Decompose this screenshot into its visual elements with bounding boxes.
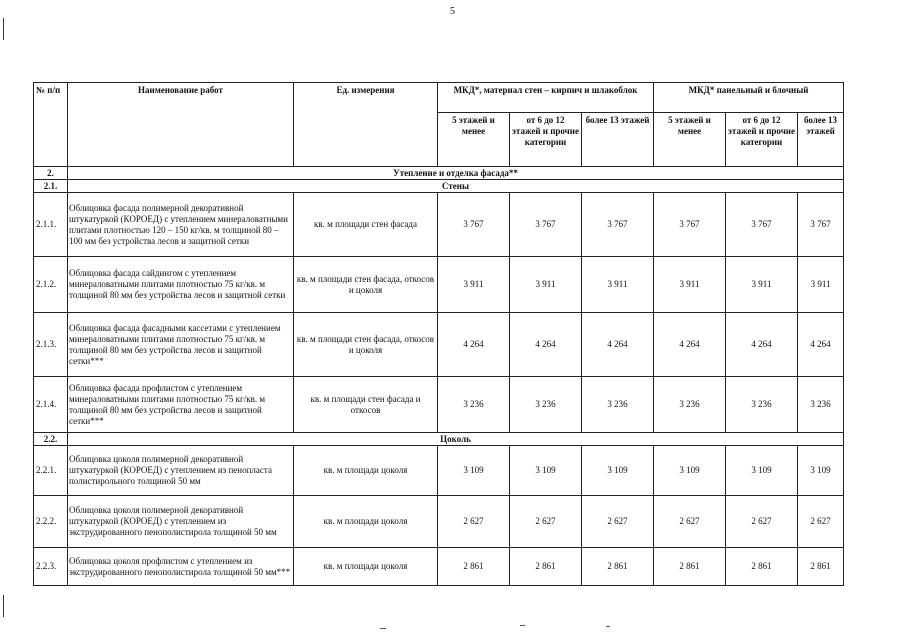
subsection-title: Цоколь	[68, 433, 844, 446]
price-value: 3 109	[510, 446, 582, 496]
price-value: 2 627	[654, 496, 726, 548]
work-name: Облицовка фасада полимерной декоративной штукатуркой (КОРОЕД) с утеплением минераловатными плитами плотностью 120 – 150 кг/кв. м толщиной 80 – 100 мм без устройства лесов и защитной сетки	[68, 193, 294, 257]
price-value: 3 911	[726, 257, 798, 313]
price-value: 3 767	[582, 193, 654, 257]
work-name: Облицовка цоколя профлистом с утеплением из экструдированного пенополистирола толщиной 50 мм***	[68, 548, 294, 586]
price-value: 3 236	[438, 377, 510, 433]
unit-of-measure: кв. м площади цоколя	[294, 548, 438, 586]
table-row	[34, 446, 844, 496]
price-value: 2 861	[726, 548, 798, 586]
price-value: 3 236	[654, 377, 726, 433]
header-num: № п/п	[34, 83, 68, 167]
price-value: 2 861	[654, 548, 726, 586]
price-value: 3 109	[582, 446, 654, 496]
subsection-code: 2.2.	[34, 433, 68, 446]
header-floors: 5 этажей и менее	[438, 113, 510, 167]
scan-speck	[606, 626, 610, 627]
price-value: 3 911	[582, 257, 654, 313]
unit-of-measure: кв. м площади стен фасада, откосов и цоколя	[294, 313, 438, 377]
page-number: 5	[450, 6, 455, 17]
price-value: 2 627	[798, 496, 844, 548]
scan-edge-mark	[3, 18, 4, 40]
header-group-brick: МКД*, материал стен – кирпич и шлакоблок	[438, 83, 654, 113]
price-value: 3 911	[438, 257, 510, 313]
header-floors: от 6 до 12 этажей и прочие категории	[510, 113, 582, 167]
header-floors: более 13 этажей	[798, 113, 844, 167]
price-value: 3 767	[438, 193, 510, 257]
header-unit: Ед. измерения	[294, 83, 438, 167]
price-value: 3 109	[726, 446, 798, 496]
rates-table	[33, 82, 844, 586]
price-value: 3 767	[798, 193, 844, 257]
work-name: Облицовка цоколя полимерной декоративной штукатуркой (КОРОЕД) с утеплением из экструдированного пенополистирола толщиной 50 мм	[68, 496, 294, 548]
work-name: Облицовка фасада сайдингом с утеплением минераловатными плитами плотностью 75 кг/кв. м толщиной 80 мм без устройства лесов и защитной сетки	[68, 257, 294, 313]
row-code: 2.2.2.	[34, 496, 68, 548]
price-value: 3 767	[510, 193, 582, 257]
table-row	[34, 313, 844, 377]
price-value: 2 627	[510, 496, 582, 548]
unit-of-measure: кв. м площади стен фасада	[294, 193, 438, 257]
price-value: 3 767	[726, 193, 798, 257]
price-value: 3 236	[726, 377, 798, 433]
section-code: 2.	[34, 167, 68, 180]
row-code: 2.2.3.	[34, 548, 68, 586]
scan-edge-mark	[3, 595, 4, 617]
subsection-row	[34, 433, 844, 446]
section-row	[34, 167, 844, 180]
subsection-title: Стены	[68, 180, 844, 193]
table-row	[34, 548, 844, 586]
unit-of-measure: кв. м площади стен фасада, откосов и цоколя	[294, 257, 438, 313]
row-code: 2.2.1.	[34, 446, 68, 496]
row-code: 2.1.1.	[34, 193, 68, 257]
price-value: 3 911	[510, 257, 582, 313]
price-value: 3 109	[438, 446, 510, 496]
work-name: Облицовка фасада профлистом с утеплением минераловатными плитами плотностью 75 кг/кв. м толщиной 80 мм без устройства лесов и защитной сетки***	[68, 377, 294, 433]
price-value: 3 236	[798, 377, 844, 433]
price-value: 3 109	[798, 446, 844, 496]
row-code: 2.1.4.	[34, 377, 68, 433]
price-value: 2 627	[726, 496, 798, 548]
price-value: 4 264	[582, 313, 654, 377]
unit-of-measure: кв. м площади цоколя	[294, 446, 438, 496]
section-title: Утепление и отделка фасада**	[68, 167, 844, 180]
price-value: 2 627	[438, 496, 510, 548]
price-value: 2 861	[510, 548, 582, 586]
price-value: 3 767	[654, 193, 726, 257]
price-value: 4 264	[654, 313, 726, 377]
unit-of-measure: кв. м площади цоколя	[294, 496, 438, 548]
header-floors: более 13 этажей	[582, 113, 654, 167]
row-code: 2.1.2.	[34, 257, 68, 313]
table-row	[34, 377, 844, 433]
header-group-panel: МКД* панельный и блочный	[654, 83, 844, 113]
price-value: 4 264	[798, 313, 844, 377]
price-value: 2 861	[438, 548, 510, 586]
scan-speck	[380, 628, 386, 629]
header-floors: от 6 до 12 этажей и прочие категории	[726, 113, 798, 167]
price-value: 2 861	[798, 548, 844, 586]
table-row	[34, 496, 844, 548]
work-name: Облицовка цоколя полимерной декоративной штукатуркой (КОРОЕД) с утеплением из пенопласта полистирольного толщиной 50 мм	[68, 446, 294, 496]
table-row	[34, 193, 844, 257]
price-value: 3 236	[510, 377, 582, 433]
price-value: 4 264	[438, 313, 510, 377]
header-name: Наименование работ	[68, 83, 294, 167]
price-value: 2 627	[582, 496, 654, 548]
subsection-row	[34, 180, 844, 193]
price-value: 4 264	[510, 313, 582, 377]
row-code: 2.1.3.	[34, 313, 68, 377]
price-value: 3 911	[798, 257, 844, 313]
price-value: 4 264	[726, 313, 798, 377]
unit-of-measure: кв. м площади стен фасада и откосов	[294, 377, 438, 433]
price-value: 3 236	[582, 377, 654, 433]
scan-speck	[520, 625, 525, 626]
table-row	[34, 257, 844, 313]
price-value: 3 109	[654, 446, 726, 496]
price-value: 2 861	[582, 548, 654, 586]
subsection-code: 2.1.	[34, 180, 68, 193]
price-value: 3 911	[654, 257, 726, 313]
work-name: Облицовка фасада фасадными кассетами с утеплением минераловатными плитами плотностью 75 кг/кв. м толщиной 80 мм без устройства лесов и защитной сетки***	[68, 313, 294, 377]
header-floors: 5 этажей и менее	[654, 113, 726, 167]
